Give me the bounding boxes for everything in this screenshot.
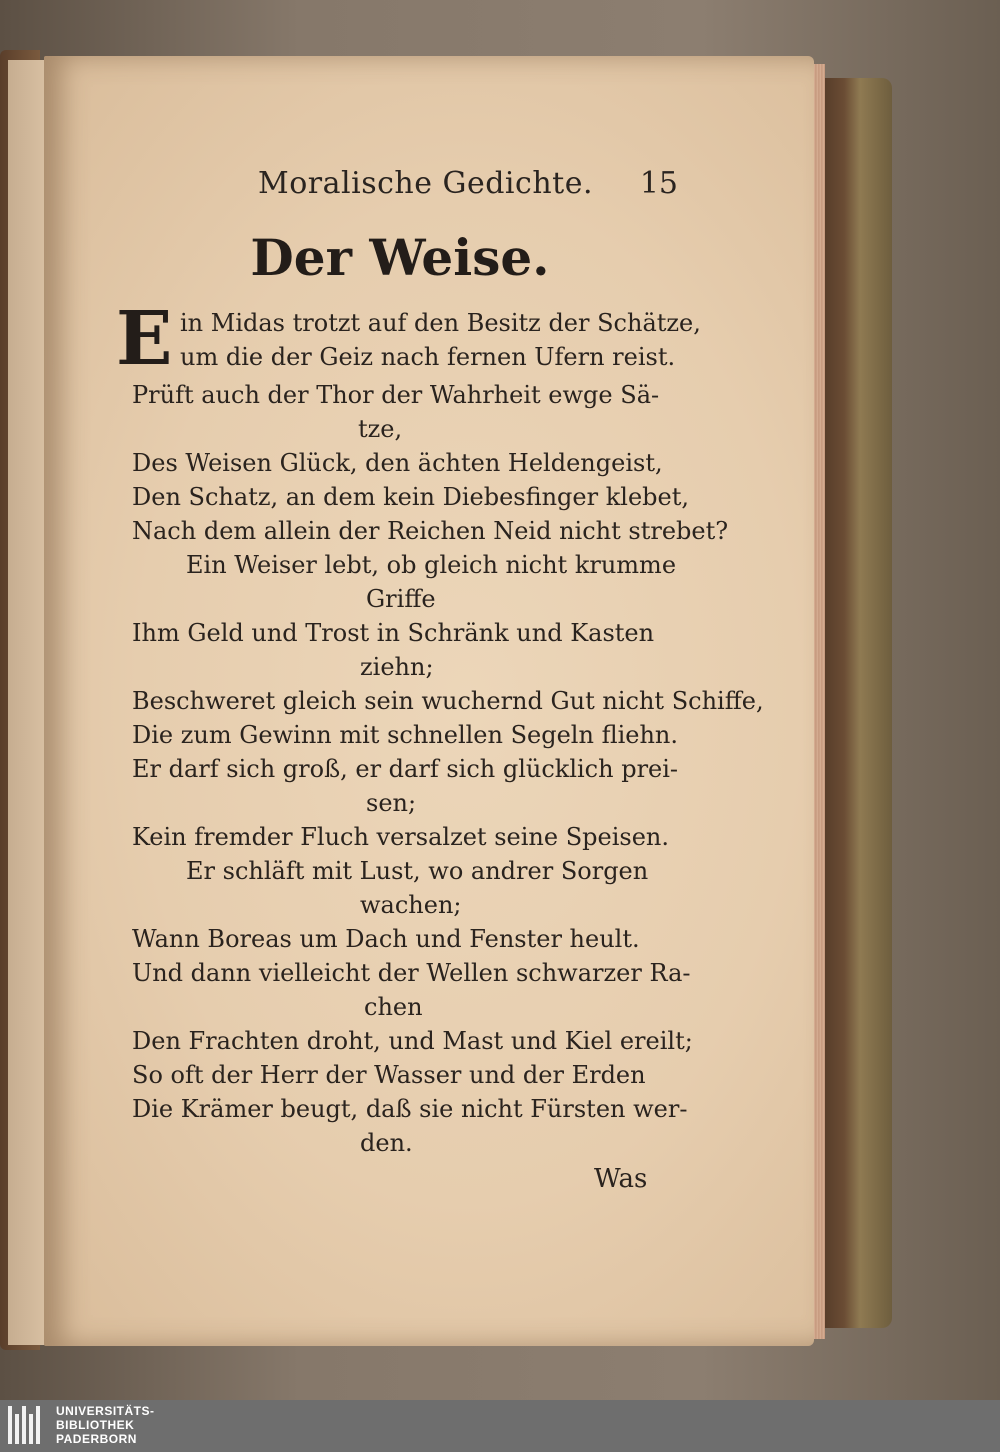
poem-line: Wann Boreas um Dach und Fenster heult. xyxy=(132,925,640,953)
poem-line: Griffe xyxy=(366,585,436,613)
running-head: Moralische Gedichte. xyxy=(258,166,593,201)
catchword: Was xyxy=(594,1164,648,1194)
poem-line: Beschweret gleich sein wuchernd Gut nicht Schiffe, xyxy=(132,687,764,715)
poem-line: Ein Weiser lebt, ob gleich nicht krumme xyxy=(186,551,677,579)
library-name-line: PADERBORN xyxy=(56,1432,137,1446)
library-footer-bar xyxy=(0,1400,1000,1452)
poem-line: um die der Geiz nach fernen Ufern reist. xyxy=(180,343,676,371)
poem-line: Den Frachten droht, und Mast und Kiel ereilt; xyxy=(132,1027,693,1055)
poem-line: Die zum Gewinn mit schnellen Segeln fliehn. xyxy=(132,721,678,749)
poem-line: Des Weisen Glück, den ächten Heldengeist, xyxy=(132,449,663,477)
poem-title: Der Weise. xyxy=(250,228,550,287)
library-name-line: BIBLIOTHEK xyxy=(56,1418,135,1432)
poem-line: wachen; xyxy=(360,891,462,919)
poem-line: den. xyxy=(360,1129,413,1157)
poem-line: Nach dem allein der Reichen Neid nicht strebet? xyxy=(132,517,729,545)
poem-line: Den Schatz, an dem kein Diebesfinger klebet, xyxy=(132,483,689,511)
poem-line: in Midas trotzt auf den Besitz der Schätze, xyxy=(180,309,701,337)
poem-line: Er schläft mit Lust, wo andrer Sorgen xyxy=(186,857,649,885)
poem-line: tze, xyxy=(358,415,403,443)
library-name xyxy=(56,1404,256,1446)
library-name-line: UNIVERSITÄTS- xyxy=(56,1404,155,1418)
poem-line: Kein fremder Fluch versalzet seine Speisen. xyxy=(132,823,669,851)
poem-line: Und dann vielleicht der Wellen schwarzer Ra- xyxy=(132,959,691,987)
poem-line: Ihm Geld und Trost in Schränk und Kasten xyxy=(132,619,655,647)
drop-cap: E xyxy=(116,296,173,382)
poem-line: ziehn; xyxy=(360,653,434,681)
library-logo-icon xyxy=(8,1406,48,1446)
poem-line: chen xyxy=(364,993,423,1021)
poem-line: Er darf sich groß, er darf sich glücklich prei- xyxy=(132,755,679,783)
poem-line: sen; xyxy=(366,789,417,817)
poem-line: So oft der Herr der Wasser und der Erden xyxy=(132,1061,646,1089)
poem-line: Die Krämer beugt, daß sie nicht Fürsten wer- xyxy=(132,1095,688,1123)
page-number: 15 xyxy=(639,166,678,201)
poem-line: Prüft auch der Thor der Wahrheit ewge Sä- xyxy=(132,381,660,409)
